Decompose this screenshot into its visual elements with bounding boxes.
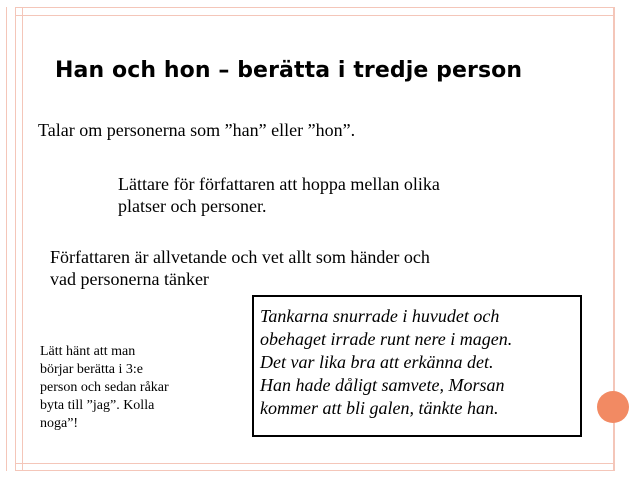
example-line: obehaget irrade runt nere i magen. <box>260 329 513 349</box>
side-note <box>40 343 169 433</box>
point-easier-switch-line: Lättare för författaren att hoppa mellan olika <box>118 174 440 194</box>
point-omniscient-line: Författaren är allvetande och vet allt som händer och <box>50 247 430 267</box>
example-line: Det var lika bra att erkänna det. <box>260 352 494 372</box>
example-line: Tankarna snurrade i huvudet och <box>260 306 500 326</box>
side-note-line: noga”! <box>40 416 79 431</box>
point-han-hon: Talar om personerna som ”han” eller ”hon”. <box>38 120 356 140</box>
frame-line-bottom <box>15 463 615 464</box>
side-note-line: börjar berätta i 3:e <box>40 362 144 377</box>
side-note-line: Lätt hänt att man <box>40 344 136 359</box>
example-line: kommer att bli galen, tänkte han. <box>260 398 499 418</box>
example-line: Han hade dåligt samvete, Morsan <box>260 375 505 395</box>
slide-title: Han och hon – berätta i tredje person <box>55 58 523 83</box>
point-omniscient-line: vad personerna tänker <box>50 269 209 289</box>
point-easier-switch <box>118 173 440 217</box>
frame-line-left-inner <box>22 7 23 471</box>
example-quote-box <box>252 295 582 437</box>
accent-circle <box>597 391 629 423</box>
point-omniscient <box>50 246 430 290</box>
frame-line-left <box>6 7 7 471</box>
point-easier-switch-line: platser och personer. <box>118 196 267 216</box>
side-note-line: byta till ”jag”. Kolla <box>40 398 155 413</box>
frame-line-top <box>15 15 615 16</box>
side-note-line: person och sedan råkar <box>40 380 169 395</box>
